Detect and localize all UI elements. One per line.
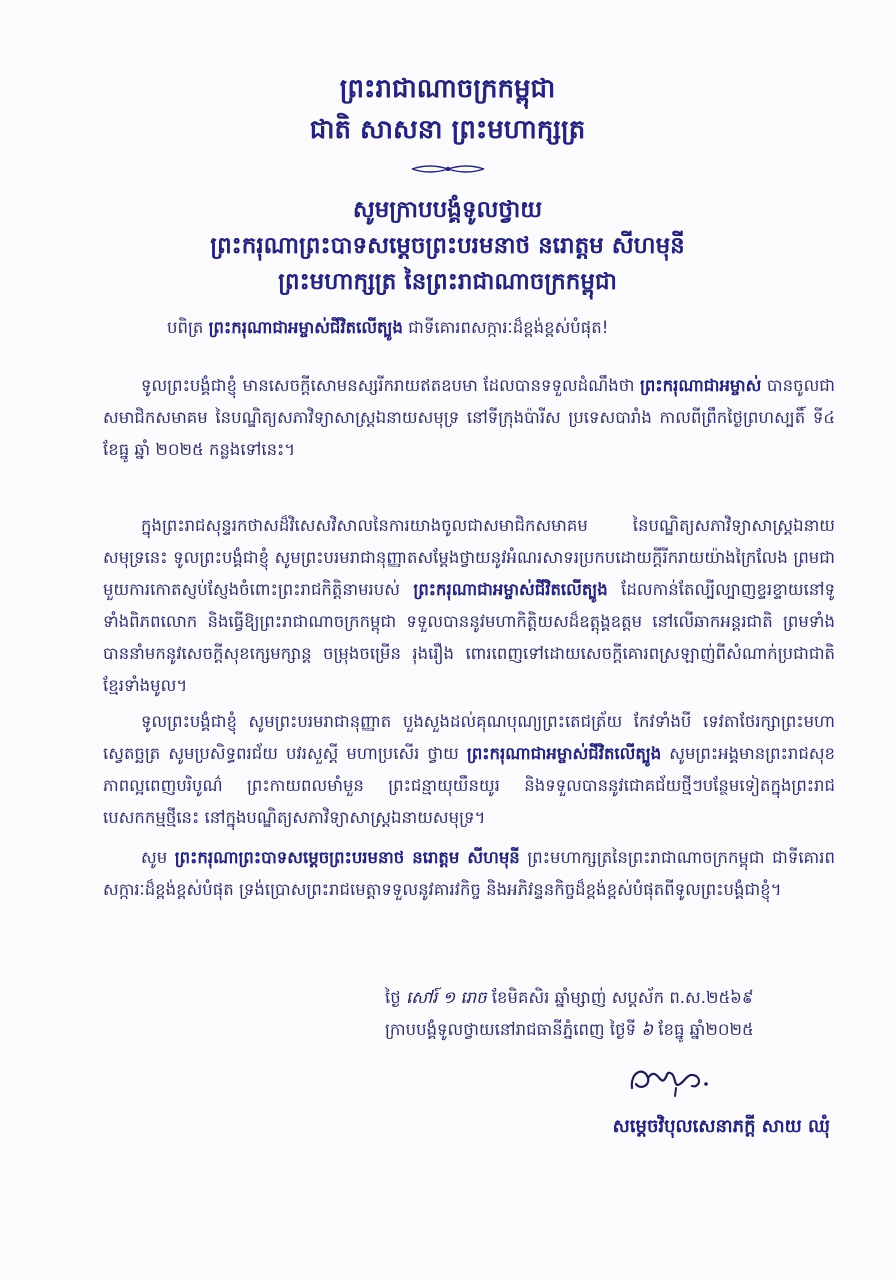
- paragraph-3: [103, 706, 835, 834]
- place-date-handwritten-day: ៦: [641, 1020, 653, 1039]
- place-date-line: [385, 1014, 845, 1046]
- addressee-line-3: ព្រះមហាក្សត្រ នៃព្រះរាជាណាចក្រកម្ពុជា: [278, 269, 617, 295]
- salutation-title: ព្រះករុណាជាអម្ចាស់ជីវិតលើត្បូង: [208, 318, 403, 337]
- lunar-date-prefix: ថ្ងៃ: [385, 988, 401, 1007]
- paragraph-2-text-b: ដែលកាន់តែល្បីល្បាញខ្ទរខ្ទាយនៅទូទាំងពិភពលោក និងធ្វើឱ្យព្រះរាជាណាចក្រកម្ពុជា ទទួលបាននូវមហាកិត្តិយសដ៏ឧត្តុង្គឧត្តម នៅលើឆាកអន្តរជាតិ ព្រមទាំងបាននាំមកនូវសេចក្តីសុខក្សេមក្សាន្ត ចម្រុងចម្រើន រុងរឿង ពោរពេញទៅដោយសេចក្តីគោរពស្រឡាញ់ពីសំណាក់ប្រជាជាតិខ្មែរទាំងមូល។: [103, 580, 835, 695]
- paragraph-4-title: ព្រះករុណាព្រះបាទសម្តេចព្រះបរមនាថ នរោត្តម សីហមុនី: [174, 848, 520, 867]
- salutation: [167, 312, 847, 344]
- handwritten-signature: [626, 1058, 716, 1098]
- paragraph-1-title: ព្រះករុណាជាអម្ចាស់: [640, 376, 762, 395]
- paragraph-1: [103, 370, 835, 466]
- paragraph-2: [103, 510, 835, 702]
- paragraph-4-text-b: ព្រះមហាក្សត្រនៃព្រះរាជាណាចក្រកម្ពុជា ជាទីគោរពសក្ការៈដ៏ខ្ពង់ខ្ពស់បំផុត ទ្រង់ប្រោសព្រះរាជមេត្តាទទួលនូវគារវកិច្ច និងអភិវន្ទនកិច្ចដ៏ខ្ពង់ខ្ពស់បំផុតពីទូលព្រះបង្គំជាខ្ញុំ។: [103, 848, 835, 899]
- national-motto-nation-religion-king: ជាតិ សាសនា ព្រះមហាក្សត្រ: [309, 115, 586, 145]
- lunar-date-line: [385, 982, 845, 1014]
- addressee-line-1: សូមក្រាបបង្គំទូលថ្វាយ: [352, 197, 543, 223]
- lunar-date-suffix: ខែមិគសិរ ឆ្នាំម្សាញ់ សប្តស័ក ព.ស.២៥៦៩: [491, 988, 754, 1007]
- signer-name: សម្តេចវិបុលសេនាភក្តី សាយ ឈុំ: [612, 1116, 830, 1137]
- addressee-line-2: ព្រះករុណាព្រះបាទសម្តេចព្រះបរមនាថ នរោត្តម សីហមុនី: [210, 233, 685, 259]
- national-motto-kingdom: ព្រះរាជាណាចក្រកម្ពុជា: [339, 74, 556, 104]
- paragraph-2-text-a: ក្នុងព្រះរាជសុន្ទរកថាសដ៏វិសេសវិសាលនៃការយាងចូលជាសមាជិកសមាគម នៃបណ្ឌិត្យសភាវិទ្យាសាស្ត្រឯនាយសមុទ្រនេះ ទូលព្រះបង្គំជាខ្ញុំ សូមព្រះបរមរាជានុញ្ញាតសម្តែងថ្វាយនូវអំណរសាទរប្រកបដោយក្តីរីករាយយ៉ាងក្រៃលែង ព្រមជាមួយការកោតស្ញប់ស្ញែងចំពោះព្រះរាជកិត្តិនាមរបស់: [103, 516, 835, 599]
- place-date-suffix: ខែធ្នូ ឆ្នាំ២០២៥: [658, 1020, 754, 1039]
- paragraph-3-text-b: សូមព្រះអង្គមានព្រះរាជសុខភាពល្អពេញបរិបូណ៌ ព្រះកាយពលមាំមួន ព្រះជន្មាយុយឺនយូរ និងទទួលបាននូវជោគជ័យថ្មីៗបន្ថែមទៀតក្នុងព្រះរាជបេសកកម្មថ្មីនេះ នៅក្នុងបណ្ឌិត្យសភាវិទ្យាសាស្ត្រឯនាយសមុទ្រ។: [103, 744, 836, 827]
- paragraph-1-text-a: ទូលព្រះបង្គំជាខ្ញុំ មានសេចក្តីសោមនស្សរីករាយឥតឧបមា ដែលបានទទួលដំណឹងថា: [141, 376, 635, 395]
- paragraph-1-text-b: បានចូលជាសមាជិកសមាគម នៃបណ្ឌិត្យសភាវិទ្យាសាស្ត្រឯនាយសមុទ្រ នៅទីក្រុងប៉ារីស ប្រទេសបារាំង កាលពីព្រឹកថ្ងៃព្រហស្បតិ៍ ទី៤ ខែធ្នូ ឆ្នាំ ២០២៥ កន្លងទៅនេះ។: [103, 376, 836, 459]
- paragraph-3-title: ព្រះករុណាជាអម្ចាស់ជីវិតលើត្បូង: [466, 744, 662, 763]
- salutation-prefix: បពិត្រ: [167, 318, 204, 337]
- salutation-suffix: ជាទីគោរពសក្ការៈដ៏ខ្ពង់ខ្ពស់បំផុត!: [408, 318, 609, 337]
- paragraph-2-title: ព្រះករុណាជាអម្ចាស់ជីវិតលើត្បូង: [413, 580, 608, 599]
- place-date-prefix: ក្រាបបង្គំទូលថ្វាយនៅរាជធានីភ្នំពេញ ថ្ងៃទី: [385, 1020, 637, 1039]
- paragraph-4: [103, 842, 835, 906]
- divider-ornament-icon: [410, 162, 486, 176]
- paragraph-3-text-a: ទូលព្រះបង្គំជាខ្ញុំ សូមព្រះបរមរាជានុញ្ញាត បួងសួងដល់គុណបុណ្យព្រះតេជត្រ័យ កែវទាំងបី ទេវតាថែរក្សាព្រះមហាស្វេតច្ឆត្រ សូមប្រសិទ្ធពរជ័យ បវរសួស្តី មហាប្រសើរ ថ្វាយ: [103, 712, 835, 763]
- paragraph-4-text-a: សូម: [141, 848, 168, 867]
- lunar-date-handwritten: សៅរ៍ ១ រោច: [405, 988, 487, 1007]
